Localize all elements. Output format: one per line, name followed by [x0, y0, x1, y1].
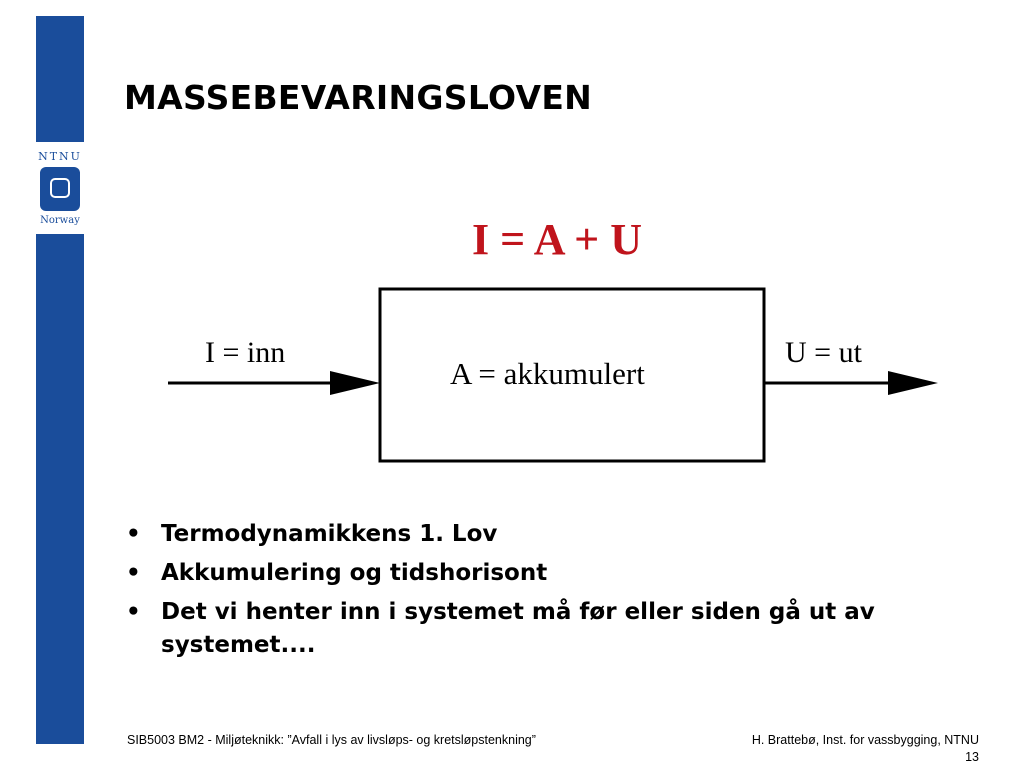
bullet-icon: •	[126, 521, 141, 547]
logo-norway-text: Norway	[40, 215, 80, 226]
output-arrow-head	[888, 371, 938, 395]
bullet-text: Akkumulering og tidshorisont	[161, 560, 548, 586]
mass-balance-equation: I = A + U	[472, 215, 642, 264]
page-number: 13	[965, 750, 979, 764]
bullet-item	[124, 596, 964, 662]
accumulation-label: A = akkumulert	[450, 356, 645, 391]
input-arrow-head	[330, 371, 380, 395]
bullet-icon: •	[126, 560, 141, 586]
bullet-item	[124, 557, 964, 590]
bullet-icon: •	[126, 599, 141, 625]
footer-course-text: SIB5003 BM2 - Miljøteknikk: ”Avfall i lys av livsløps- og kretsløpstenkning”	[127, 733, 536, 747]
bullet-text: Det vi henter inn i systemet må før eller siden gå ut av systemet....	[161, 599, 875, 658]
footer-author-text: H. Brattebø, Inst. for vassbygging, NTNU	[751, 733, 979, 747]
bullet-item	[124, 518, 964, 551]
bullet-text: Termodynamikkens 1. Lov	[161, 521, 498, 547]
logo-ntnu-text: NTNU	[38, 150, 82, 163]
slide-title: MASSEBEVARINGSLOVEN	[124, 78, 593, 117]
output-label: U = ut	[785, 336, 862, 369]
bullet-list	[124, 518, 964, 668]
input-label: I = inn	[205, 336, 286, 369]
